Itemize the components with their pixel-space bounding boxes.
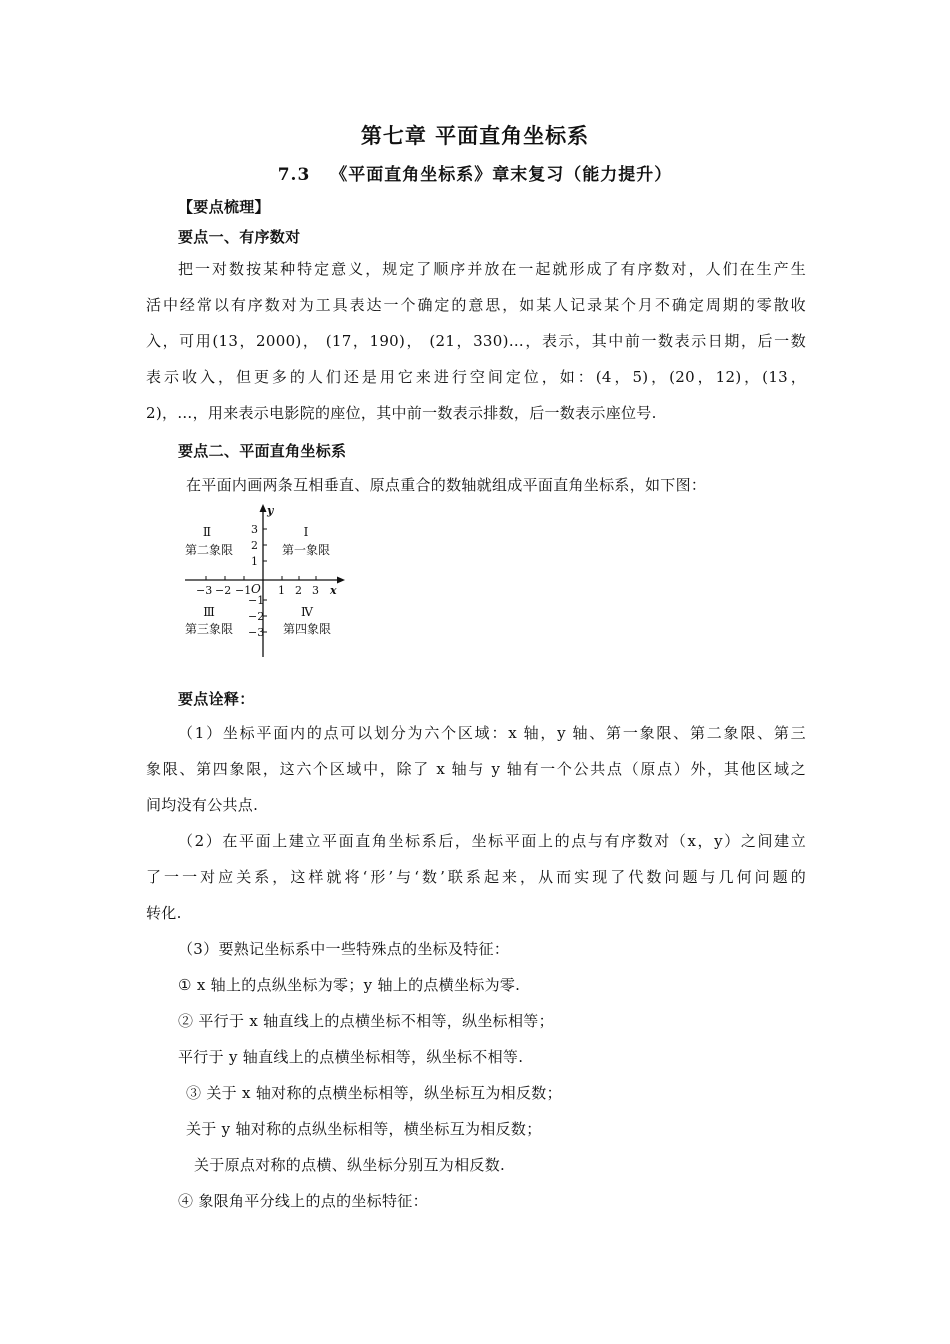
note-3-item-3b: 关于 y 轴对称的点纵坐标相等，横坐标互为相反数； xyxy=(186,1120,542,1138)
quadrant-1-label: 第一象限 xyxy=(281,543,331,557)
y-tick-label: 3 xyxy=(251,523,258,536)
note-2-line: （2）在平面上建立平面直角坐标系后，坐标平面上的点与有序数对（x，y）之间建立 xyxy=(178,832,806,850)
section-header: 【要点梳理】 xyxy=(178,198,270,216)
y-tick-label: −2 xyxy=(248,610,265,623)
y-tick-label: −1 xyxy=(248,594,265,607)
notes-heading: 要点诠释： xyxy=(178,690,255,708)
note-1-line: 间均没有公共点. xyxy=(146,796,259,814)
section-number: 7.3 xyxy=(277,165,311,185)
note-2-line: 转化. xyxy=(146,904,182,922)
x-axis-label: x xyxy=(330,584,337,597)
note-2-paragraph xyxy=(146,823,806,931)
section-subtitle-text: 《平面直角坐标系》章末复习（能力提升） xyxy=(330,165,673,185)
point2-intro: 在平面内画两条互相垂直、原点重合的数轴就组成平面直角坐标系，如下图： xyxy=(186,476,707,494)
quadrant-1-numeral: Ⅰ xyxy=(303,525,309,539)
point1-line: 表示收入，但更多的人们还是用它来进行空间定位，如：(4，5)，(20，12)，(13， xyxy=(146,368,806,386)
point1-paragraph xyxy=(146,251,806,431)
quadrant-2-label: 第二象限 xyxy=(184,543,234,557)
note-1-line: （1）坐标平面内的点可以划分为六个区域：x 轴，y 轴、第一象限、第二象限、第三 xyxy=(178,724,806,742)
point1-line: 活中经常以有序数对为工具表达一个确定的意思，如某人记录某个月不确定周期的零散收 xyxy=(146,296,806,314)
note-3-item-3a: ③ 关于 x 轴对称的点横坐标相等，纵坐标互为相反数； xyxy=(186,1084,562,1102)
quadrant-4-numeral: Ⅳ xyxy=(301,605,313,619)
point1-line: 把一对数按某种特定意义，规定了顺序并放在一起就形成了有序数对，人们在生产生 xyxy=(178,260,806,278)
note-3-item-3c: 关于原点对称的点横、纵坐标分别互为相反数. xyxy=(194,1156,506,1174)
x-tick-label: −2 xyxy=(215,584,232,597)
x-tick-label: 1 xyxy=(278,584,285,597)
origin-label: O xyxy=(251,582,261,596)
chapter-title: 第七章 平面直角坐标系 xyxy=(360,123,590,148)
note-3: （3）要熟记坐标系中一些特殊点的坐标及特征： xyxy=(178,940,510,958)
note-3-item-2a: ② 平行于 x 轴直线上的点横坐标不相等，纵坐标相等； xyxy=(178,1012,554,1030)
point1-heading: 要点一、有序数对 xyxy=(178,228,301,246)
y-tick-label: 2 xyxy=(251,539,258,552)
note-1-paragraph xyxy=(146,715,806,823)
quadrant-2-numeral: Ⅱ xyxy=(202,525,212,539)
point1-line: 入，可用(13，2000)， (17，190)， (21，330)…，表示，其中前一数表示日期，后一数 xyxy=(146,332,806,350)
y-tick-label: −3 xyxy=(248,626,265,639)
x-axis-arrow-icon xyxy=(337,577,345,584)
note-1-line: 象限、第四象限，这六个区域中，除了 x 轴与 y 轴有一个公共点（原点）外，其他区域之 xyxy=(146,760,806,778)
x-tick-label: 2 xyxy=(295,584,302,597)
quadrant-3-label: 第三象限 xyxy=(184,622,234,636)
x-tick-label: −3 xyxy=(196,584,213,597)
quadrant-3-numeral: Ⅲ xyxy=(203,605,215,619)
section-subtitle xyxy=(0,160,950,185)
note-3-item-2b: 平行于 y 轴直线上的点横坐标相等，纵坐标不相等. xyxy=(178,1048,524,1066)
y-axis-arrow-icon xyxy=(260,504,267,512)
note-3-item-4: ④ 象限角平分线上的点的坐标特征： xyxy=(178,1192,428,1210)
x-tick-label: −1 xyxy=(235,584,252,597)
quadrant-4-label: 第四象限 xyxy=(282,622,332,636)
point2-heading: 要点二、平面直角坐标系 xyxy=(178,442,347,460)
y-axis-label: y xyxy=(267,504,274,517)
point1-line: 2)，…，用来表示电影院的座位，其中前一数表示排数，后一数表示座位号. xyxy=(146,404,657,422)
x-tick-label: 3 xyxy=(312,584,319,597)
y-tick-label: 1 xyxy=(251,555,258,568)
note-3-item-1: ① x 轴上的点纵坐标为零；y 轴上的点横坐标为零. xyxy=(178,976,521,994)
note-2-line: 了一一对应关系，这样就将‘形’与‘数’联系起来，从而实现了代数问题与几何问题的 xyxy=(146,868,806,886)
coordinate-system-diagram xyxy=(175,502,350,662)
